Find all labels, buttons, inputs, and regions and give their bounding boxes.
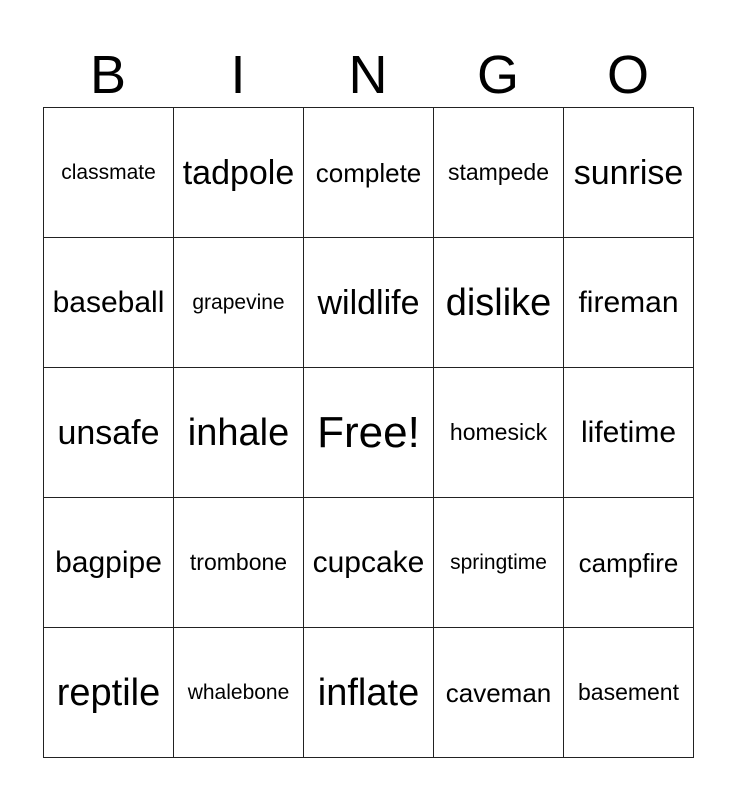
bingo-cell[interactable]: tadpole xyxy=(174,108,304,238)
bingo-cell[interactable]: whalebone xyxy=(174,628,304,758)
bingo-cell[interactable]: sunrise xyxy=(564,108,694,238)
bingo-cell[interactable]: dislike xyxy=(434,238,564,368)
bingo-cell[interactable]: baseball xyxy=(44,238,174,368)
bingo-cell[interactable]: grapevine xyxy=(174,238,304,368)
bingo-card-grid xyxy=(43,107,694,758)
header-letter-n: N xyxy=(348,45,388,105)
free-space-cell[interactable]: Free! xyxy=(304,368,434,498)
bingo-cell[interactable]: caveman xyxy=(434,628,564,758)
header-letter-i: I xyxy=(230,45,246,105)
bingo-cell[interactable]: homesick xyxy=(434,368,564,498)
bingo-cell[interactable]: springtime xyxy=(434,498,564,628)
bingo-cell[interactable]: classmate xyxy=(44,108,174,238)
bingo-cell[interactable]: inflate xyxy=(304,628,434,758)
bingo-cell[interactable]: fireman xyxy=(564,238,694,368)
bingo-cell[interactable]: lifetime xyxy=(564,368,694,498)
bingo-cell[interactable]: basement xyxy=(564,628,694,758)
header-letter-o: O xyxy=(606,45,649,105)
header-letter-b: B xyxy=(89,45,127,105)
bingo-cell[interactable]: bagpipe xyxy=(44,498,174,628)
bingo-cell[interactable]: wildlife xyxy=(304,238,434,368)
bingo-cell[interactable]: campfire xyxy=(564,498,694,628)
bingo-cell[interactable]: unsafe xyxy=(44,368,174,498)
bingo-cell[interactable]: complete xyxy=(304,108,434,238)
header-letter-g: G xyxy=(476,45,519,105)
bingo-cell[interactable]: inhale xyxy=(174,368,304,498)
bingo-cell[interactable]: stampede xyxy=(434,108,564,238)
bingo-header xyxy=(43,40,693,110)
bingo-cell[interactable]: cupcake xyxy=(304,498,434,628)
bingo-cell[interactable]: reptile xyxy=(44,628,174,758)
bingo-cell[interactable]: trombone xyxy=(174,498,304,628)
